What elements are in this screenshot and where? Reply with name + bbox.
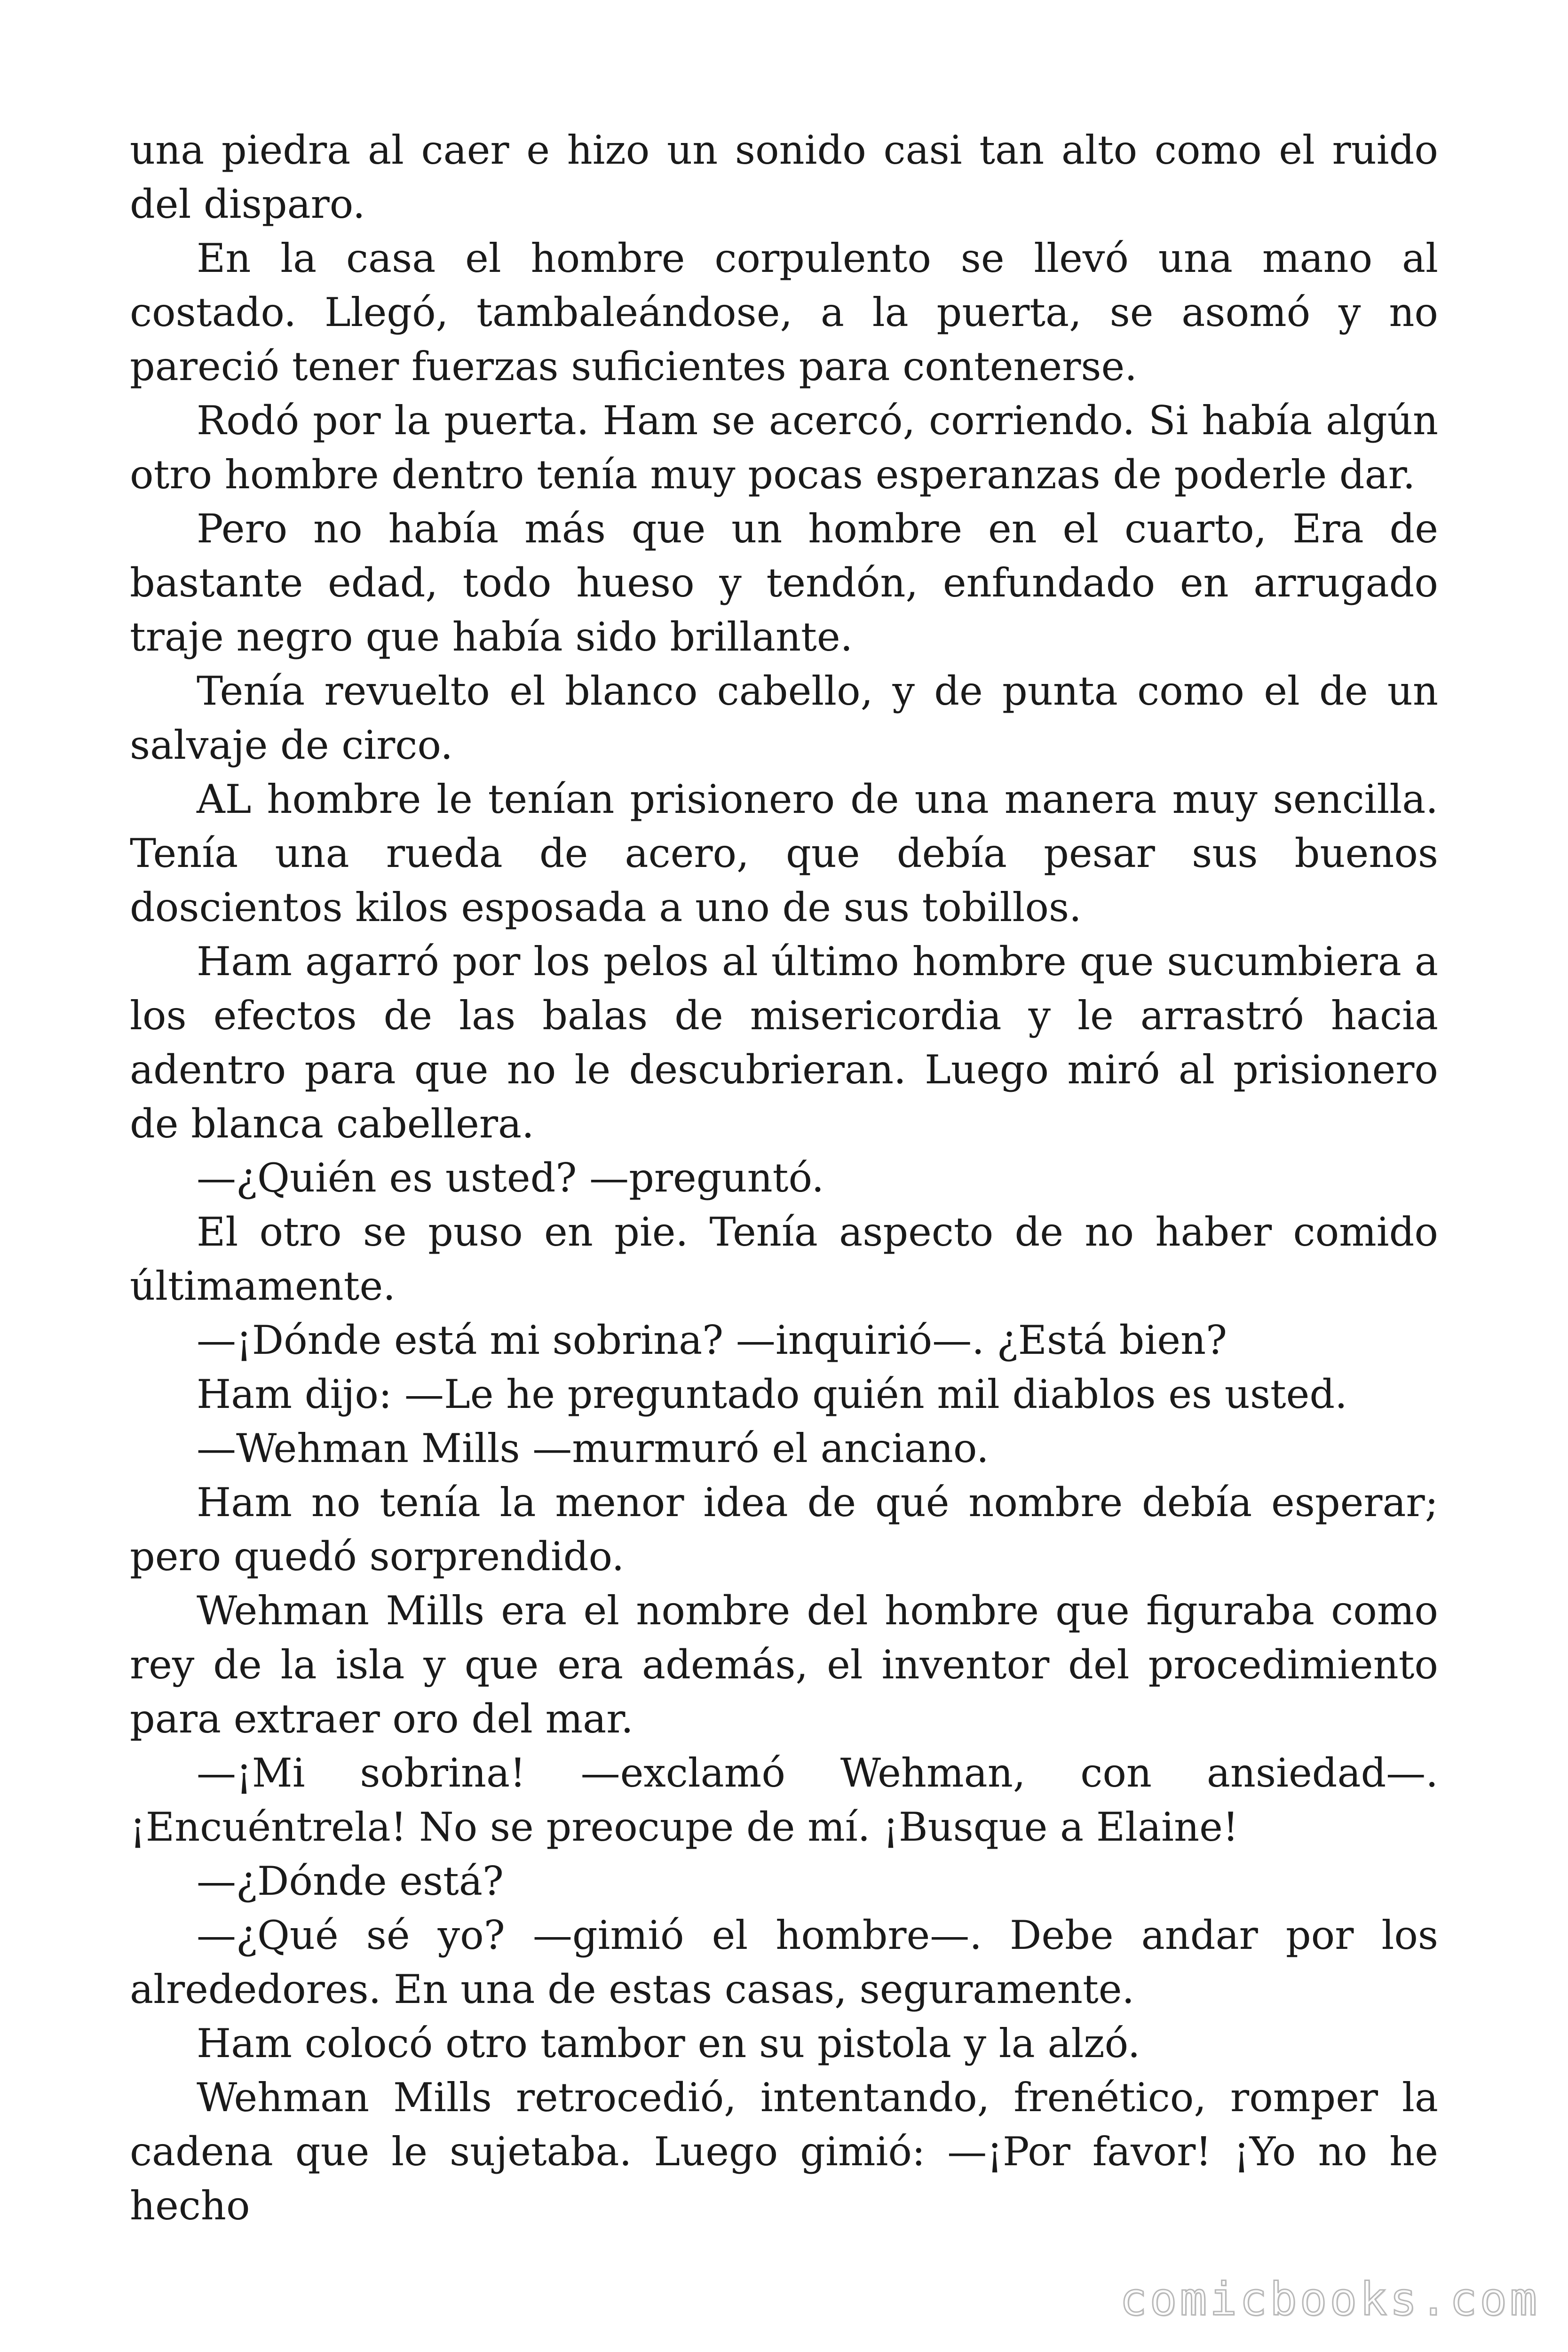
paragraph-18: Ham colocó otro tambor en su pistola y la alzó. xyxy=(197,2020,1140,2066)
book-page-text xyxy=(130,123,1438,2233)
paragraph-1: una piedra al caer e hizo un sonido casi tan alto como el ruido del disparo. xyxy=(130,127,1438,227)
paragraph-17: —¿Qué sé yo? —gimió el hombre—. Debe andar por los alrededores. En una de estas casas, seguramente. xyxy=(130,1912,1438,2012)
paragraph-19: Wehman Mills retrocedió, intentando, frenético, romper la cadena que le sujetaba. Luego gimió: —¡Por favor! ¡Yo no he hecho xyxy=(130,2074,1438,2229)
paragraph-5: Tenía revuelto el blanco cabello, y de punta como el de un salvaje de circo. xyxy=(130,668,1438,768)
watermark: comicbooks.com xyxy=(1119,2273,1540,2326)
paragraph-15: —¡Mi sobrina! —exclamó Wehman, con ansiedad—. ¡Encuéntrela! No se preocupe de mí. ¡Busque a Elaine! xyxy=(130,1750,1438,1850)
paragraph-6: AL hombre le tenían prisionero de una manera muy sencilla. Tenía una rueda de acero, que debía pesar sus buenos doscientos kilos esposada a uno de sus tobillos. xyxy=(130,776,1438,930)
paragraph-12: —Wehman Mills —murmuró el anciano. xyxy=(197,1425,989,1471)
paragraph-2: En la casa el hombre corpulento se llevó una mano al costado. Llegó, tambaleándose, a la puerta, se asomó y no pareció tener fuerzas suficientes para contenerse. xyxy=(130,235,1438,389)
paragraph-11: Ham dijo: —Le he preguntado quién mil diablos es usted. xyxy=(197,1371,1347,1417)
paragraph-4: Pero no había más que un hombre en el cuarto, Era de bastante edad, todo hueso y tendón, enfundado en arrugado traje negro que había sido brillante. xyxy=(130,506,1438,660)
paragraph-3: Rodó por la puerta. Ham se acercó, corriendo. Si había algún otro hombre dentro tenía muy pocas esperanzas de poderle dar. xyxy=(130,397,1438,498)
paragraph-16: —¿Dónde está? xyxy=(197,1858,504,1904)
paragraph-7: Ham agarró por los pelos al último hombre que sucumbiera a los efectos de las balas de misericordia y le arrastró hacia adentro para que no le descubrieran. Luego miró al prisionero de blanca cabellera. xyxy=(130,938,1438,1147)
paragraph-14: Wehman Mills era el nombre del hombre que figuraba como rey de la isla y que era además, el inventor del procedimiento para extraer oro del mar. xyxy=(130,1588,1438,1742)
paragraph-9: El otro se puso en pie. Tenía aspecto de no haber comido últimamente. xyxy=(130,1209,1438,1309)
paragraph-8: —¿Quién es usted? —preguntó. xyxy=(197,1155,824,1201)
paragraph-10: —¡Dónde está mi sobrina? —inquirió—. ¿Está bien? xyxy=(197,1317,1227,1363)
paragraph-13: Ham no tenía la menor idea de qué nombre debía esperar; pero quedó sorprendido. xyxy=(130,1479,1438,1580)
